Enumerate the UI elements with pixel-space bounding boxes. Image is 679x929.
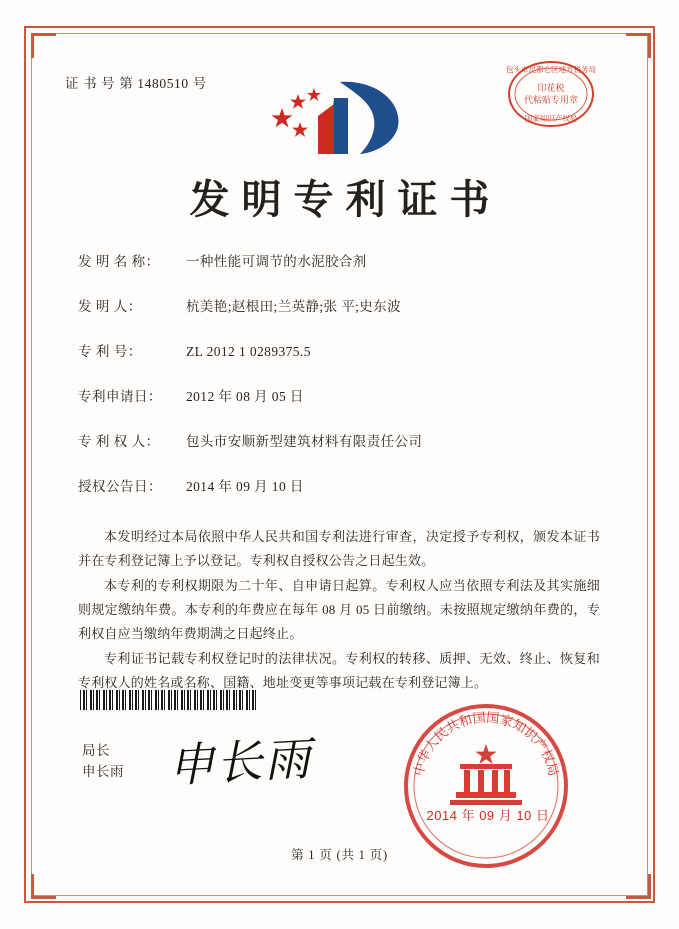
certificate-number: 证 书 号 第 1480510 号: [65, 76, 207, 91]
field-label: 发 明 人：: [78, 299, 142, 314]
field-value: 杭美艳;赵根田;兰英静;张 平;史东波: [186, 299, 401, 314]
page-title: 发明专利证书: [189, 176, 502, 223]
svg-text:中华人民共和国国家知识产权局: 中华人民共和国国家知识产权局: [410, 709, 562, 778]
svg-text:国家知识产权局: 国家知识产权局: [524, 114, 578, 123]
barcode: [80, 690, 258, 710]
legal-paragraph-1: 本发明经过本局依照中华人民共和国专利法进行审查，决定授予专利权，颁发本证书并在专利登记簿上予以登记。专利权自授权公告之日起生效。: [78, 529, 600, 568]
field-patentee: [78, 430, 598, 450]
field-grant-announcement-date: [78, 475, 598, 495]
patent-office-logo-icon: [268, 78, 414, 158]
field-label: 专 利 号：: [78, 344, 142, 359]
field-value: 2014 年 09 月 10 日: [186, 479, 304, 494]
field-value: ZL 2012 1 0289375.5: [186, 344, 311, 359]
legal-paragraph-2: 本专利的专利权期限为二十年、自申请日起算。专利权人应当依照专利法及其实施细则规定缴纳年费。本专利的年费应在每年 08 月 05 日前缴纳。未按照规定缴纳年费的，专利权自应当缴纳年费期满之日起终止。: [78, 578, 600, 641]
signature-label-line1: 局长: [82, 743, 110, 758]
handwritten-signature: 申长雨: [166, 731, 314, 793]
signature-label: [82, 740, 124, 782]
svg-text:印花税: 印花税: [537, 83, 565, 93]
border-corner-top-right: [626, 33, 651, 58]
field-patent-number: [78, 340, 598, 360]
field-label: 专 利 权 人：: [78, 434, 160, 449]
svg-text:代粘贴专用章: 代粘贴专用章: [523, 95, 579, 105]
seal-date: 2014 年 09 月 10 日: [426, 808, 550, 823]
field-value: 包头市安顺新型建筑材料有限责任公司: [186, 434, 423, 449]
page-footer: 第 1 页 (共 1 页): [291, 848, 388, 862]
field-invention-name: [78, 250, 598, 270]
field-value: 一种性能可调节的水泥胶合剂: [186, 254, 367, 269]
field-label: 授权公告日：: [78, 479, 162, 494]
tax-stamp-icon: [505, 58, 597, 130]
signature-label-line2: 申长雨: [82, 764, 124, 779]
border-corner-bottom-right: [626, 874, 651, 899]
field-inventors: [78, 295, 598, 315]
field-application-date: [78, 385, 598, 405]
field-value: 2012 年 08 月 05 日: [186, 389, 304, 404]
svg-text:包头市昆都仑区地方税务局: 包头市昆都仑区地方税务局: [506, 65, 596, 74]
legal-paragraph-3: 专利证书记载专利权登记时的法律状况。专利权的转移、质押、无效、终止、恢复和专利权人的姓名或名称、国籍、地址变更等事项记载在专利登记簿上。: [78, 651, 600, 690]
field-label: 专利申请日：: [78, 389, 162, 404]
border-corner-top-left: [31, 33, 56, 58]
field-list: [78, 250, 598, 520]
legal-body-text: [78, 525, 600, 696]
border-corner-bottom-left: [31, 874, 56, 899]
field-label: 发 明 名 称：: [78, 254, 160, 269]
